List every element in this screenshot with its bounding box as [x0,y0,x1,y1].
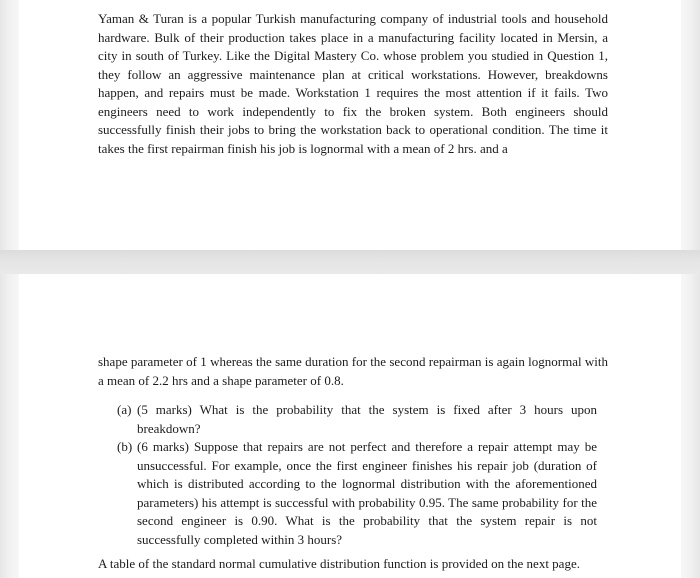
question-text: (6 marks) Suppose that repairs are not perfect and therefore a repair attempt may be unsuccessful. For example, once the first engineer finishes his repair job (duration of which is distributed according to the lognormal distribution with the aforementioned parameters) his attempt is successful with probability 0.95. The same probability for the second engineer is 0.90. What is the probability that the system repair is not successfully completed within 3 hours? [137,439,597,547]
question-label: (a) [117,402,132,417]
right-page-margin [681,0,700,578]
question-list [117,401,597,549]
page-separator [0,250,700,274]
question-a [117,401,597,438]
problem-paragraph-page1: Yaman & Turan is a popular Turkish manufacturing company of industrial tools and household hardware. Bulk of their production takes place in a manufacturing facility located in Mersin, a city in south of Turkey. Like the Digital Mastery Co. whose problem you studied in Question 1, they follow an aggressive maintenance plan at critical workstations. However, breakdowns happen, and repairs must be made. Workstation 1 requires the most attention if it fails. Two engineers need to work independently to fix the broken system. Both engineers should successfully finish their jobs to bring the workstation back to operational condition. The time it takes the first repairman finish his job is lognormal with a mean of 2 hrs. and a [98,11,608,156]
problem-paragraph-page2: shape parameter of 1 whereas the same duration for the second repairman is again lognormal with a mean of 2.2 hrs and a shape parameter of 0.8. [98,354,608,388]
left-page-margin [0,0,19,578]
question-label: (b) [117,439,133,454]
question-b [117,438,597,549]
question-text: (5 marks) What is the probability that the system is fixed after 3 hours upon breakdown? [137,402,597,436]
table-reference-note: A table of the standard normal cumulative distribution function is provided on the next page. [98,556,580,571]
